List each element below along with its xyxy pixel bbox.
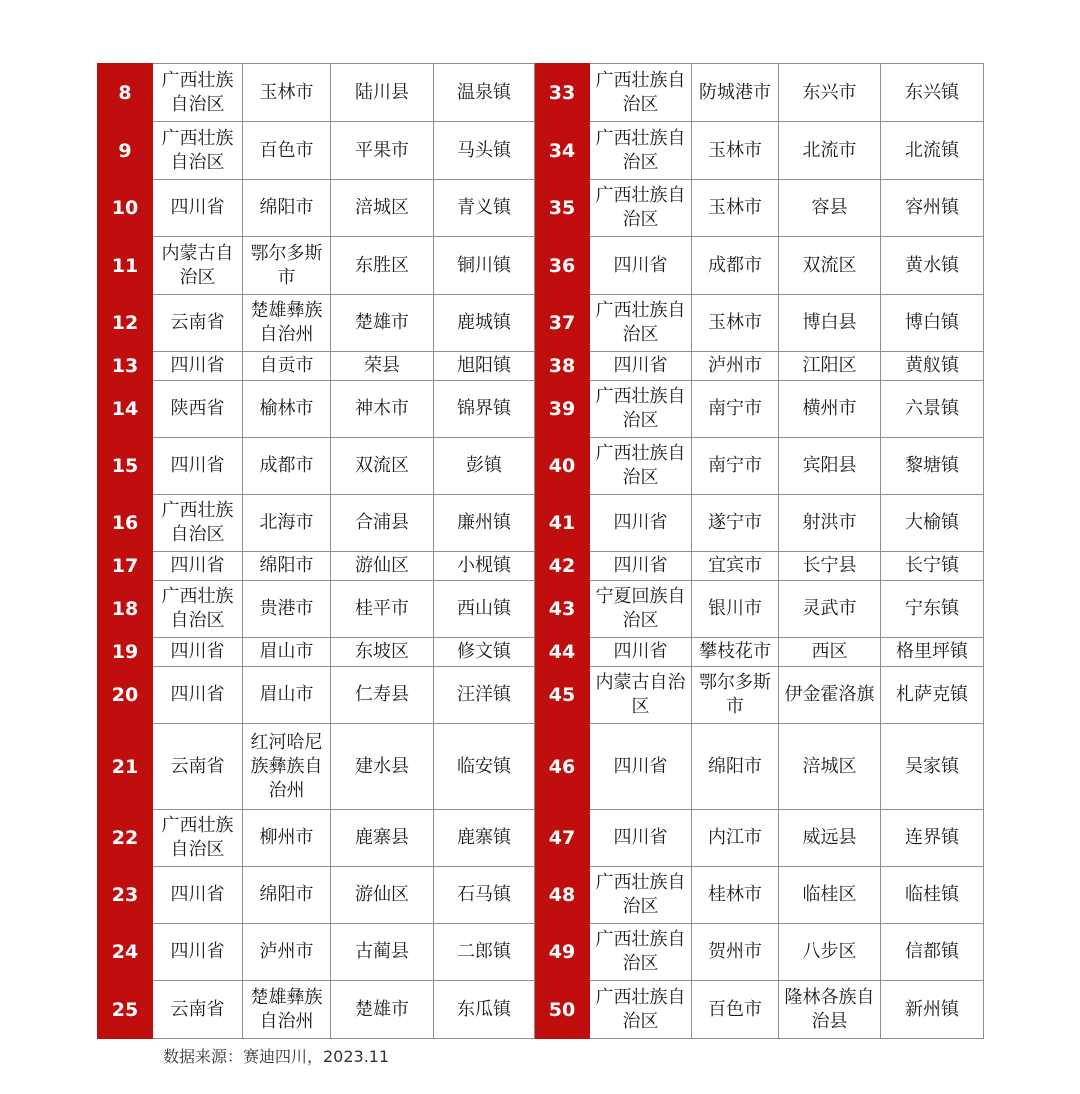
province-cell: 四川省 (590, 495, 692, 552)
town-cell: 吴家镇 (881, 724, 984, 810)
table-row (98, 924, 984, 981)
city-cell: 泸州市 (692, 352, 779, 381)
county-cell: 仁寿县 (331, 667, 434, 724)
rank-cell: 9 (98, 122, 153, 180)
town-cell: 临桂镇 (881, 867, 984, 924)
city-cell: 百色市 (243, 122, 331, 180)
table-row (98, 981, 984, 1039)
city-cell: 榆林市 (243, 381, 331, 438)
rank-cell: 44 (535, 638, 590, 667)
province-cell: 云南省 (153, 295, 243, 352)
province-cell: 陕西省 (153, 381, 243, 438)
table-row (98, 180, 984, 237)
county-cell: 长宁县 (779, 552, 881, 581)
province-cell: 内蒙古自治区 (153, 237, 243, 295)
county-cell: 双流区 (779, 237, 881, 295)
town-cell: 连界镇 (881, 810, 984, 867)
town-cell: 旭阳镇 (434, 352, 535, 381)
rank-cell: 21 (98, 724, 153, 810)
town-cell: 宁东镇 (881, 581, 984, 638)
town-cell: 鹿寨镇 (434, 810, 535, 867)
rank-cell: 47 (535, 810, 590, 867)
city-cell: 桂林市 (692, 867, 779, 924)
town-cell: 彭镇 (434, 438, 535, 495)
rank-cell: 10 (98, 180, 153, 237)
rank-cell: 15 (98, 438, 153, 495)
county-cell: 东胜区 (331, 237, 434, 295)
province-cell: 广西壮族自治区 (590, 295, 692, 352)
county-cell: 东兴市 (779, 64, 881, 122)
city-cell: 鄂尔多斯市 (692, 667, 779, 724)
city-cell: 楚雄彝族自治州 (243, 295, 331, 352)
county-cell: 双流区 (331, 438, 434, 495)
rank-cell: 11 (98, 237, 153, 295)
town-cell: 温泉镇 (434, 64, 535, 122)
city-cell: 眉山市 (243, 667, 331, 724)
town-cell: 二郎镇 (434, 924, 535, 981)
province-cell: 广西壮族自治区 (590, 867, 692, 924)
city-cell: 贺州市 (692, 924, 779, 981)
county-cell: 鹿寨县 (331, 810, 434, 867)
table-row (98, 724, 984, 810)
rank-cell: 13 (98, 352, 153, 381)
city-cell: 眉山市 (243, 638, 331, 667)
table-row (98, 495, 984, 552)
county-cell: 临桂区 (779, 867, 881, 924)
rank-cell: 12 (98, 295, 153, 352)
town-cell: 汪洋镇 (434, 667, 535, 724)
town-cell: 小枧镇 (434, 552, 535, 581)
county-cell: 桂平市 (331, 581, 434, 638)
table-row (98, 122, 984, 180)
province-cell: 四川省 (153, 352, 243, 381)
province-cell: 广西壮族自治区 (590, 381, 692, 438)
town-cell: 东兴镇 (881, 64, 984, 122)
town-cell: 铜川镇 (434, 237, 535, 295)
province-cell: 四川省 (590, 638, 692, 667)
province-cell: 广西壮族自治区 (590, 981, 692, 1039)
county-cell: 西区 (779, 638, 881, 667)
county-cell: 神木市 (331, 381, 434, 438)
rank-cell: 45 (535, 667, 590, 724)
county-cell: 隆林各族自治县 (779, 981, 881, 1039)
city-cell: 泸州市 (243, 924, 331, 981)
province-cell: 广西壮族自治区 (590, 438, 692, 495)
province-cell: 广西壮族自治区 (153, 581, 243, 638)
province-cell: 内蒙古自治区 (590, 667, 692, 724)
county-cell: 游仙区 (331, 552, 434, 581)
county-cell: 陆川县 (331, 64, 434, 122)
province-cell: 四川省 (590, 724, 692, 810)
province-cell: 四川省 (153, 667, 243, 724)
county-cell: 伊金霍洛旗 (779, 667, 881, 724)
rank-cell: 50 (535, 981, 590, 1039)
province-cell: 云南省 (153, 981, 243, 1039)
county-cell: 游仙区 (331, 867, 434, 924)
county-cell: 楚雄市 (331, 981, 434, 1039)
county-cell: 八步区 (779, 924, 881, 981)
city-cell: 柳州市 (243, 810, 331, 867)
province-cell: 广西壮族自治区 (590, 122, 692, 180)
city-cell: 红河哈尼族彝族自治州 (243, 724, 331, 810)
city-cell: 玉林市 (692, 180, 779, 237)
city-cell: 绵阳市 (243, 867, 331, 924)
city-cell: 绵阳市 (243, 552, 331, 581)
city-cell: 银川市 (692, 581, 779, 638)
rank-cell: 35 (535, 180, 590, 237)
province-cell: 四川省 (590, 352, 692, 381)
town-cell: 格里坪镇 (881, 638, 984, 667)
table-row (98, 552, 984, 581)
county-cell: 灵武市 (779, 581, 881, 638)
city-cell: 贵港市 (243, 581, 331, 638)
county-cell: 涪城区 (779, 724, 881, 810)
city-cell: 成都市 (243, 438, 331, 495)
town-ranking-table (97, 63, 984, 1039)
table-row (98, 352, 984, 381)
province-cell: 广西壮族自治区 (590, 180, 692, 237)
county-cell: 古蔺县 (331, 924, 434, 981)
rank-cell: 25 (98, 981, 153, 1039)
table-row (98, 581, 984, 638)
table-row (98, 381, 984, 438)
rank-cell: 46 (535, 724, 590, 810)
town-cell: 新州镇 (881, 981, 984, 1039)
town-cell: 北流镇 (881, 122, 984, 180)
city-cell: 自贡市 (243, 352, 331, 381)
city-cell: 百色市 (692, 981, 779, 1039)
city-cell: 南宁市 (692, 381, 779, 438)
county-cell: 楚雄市 (331, 295, 434, 352)
town-cell: 黎塘镇 (881, 438, 984, 495)
town-cell: 博白镇 (881, 295, 984, 352)
town-cell: 临安镇 (434, 724, 535, 810)
province-cell: 广西壮族自治区 (153, 495, 243, 552)
province-cell: 四川省 (153, 552, 243, 581)
province-cell: 四川省 (153, 867, 243, 924)
town-cell: 石马镇 (434, 867, 535, 924)
rank-cell: 23 (98, 867, 153, 924)
city-cell: 绵阳市 (692, 724, 779, 810)
rank-cell: 39 (535, 381, 590, 438)
county-cell: 涪城区 (331, 180, 434, 237)
rank-cell: 17 (98, 552, 153, 581)
rank-cell: 37 (535, 295, 590, 352)
city-cell: 攀枝花市 (692, 638, 779, 667)
county-cell: 射洪市 (779, 495, 881, 552)
rank-cell: 38 (535, 352, 590, 381)
province-cell: 宁夏回族自治区 (590, 581, 692, 638)
town-cell: 锦界镇 (434, 381, 535, 438)
town-cell: 黄水镇 (881, 237, 984, 295)
rank-cell: 22 (98, 810, 153, 867)
rank-cell: 20 (98, 667, 153, 724)
rank-cell: 49 (535, 924, 590, 981)
city-cell: 玉林市 (243, 64, 331, 122)
table-row (98, 237, 984, 295)
rank-cell: 16 (98, 495, 153, 552)
province-cell: 四川省 (590, 810, 692, 867)
province-cell: 四川省 (153, 924, 243, 981)
city-cell: 楚雄彝族自治州 (243, 981, 331, 1039)
rank-cell: 48 (535, 867, 590, 924)
town-cell: 修文镇 (434, 638, 535, 667)
province-cell: 四川省 (590, 552, 692, 581)
province-cell: 四川省 (153, 438, 243, 495)
rank-cell: 36 (535, 237, 590, 295)
county-cell: 容县 (779, 180, 881, 237)
province-cell: 广西壮族自治区 (153, 810, 243, 867)
town-cell: 廉州镇 (434, 495, 535, 552)
city-cell: 南宁市 (692, 438, 779, 495)
table-row (98, 438, 984, 495)
city-cell: 遂宁市 (692, 495, 779, 552)
rank-cell: 42 (535, 552, 590, 581)
rank-cell: 18 (98, 581, 153, 638)
table-row (98, 638, 984, 667)
province-cell: 云南省 (153, 724, 243, 810)
county-cell: 合浦县 (331, 495, 434, 552)
town-cell: 信都镇 (881, 924, 984, 981)
rank-cell: 14 (98, 381, 153, 438)
county-cell: 宾阳县 (779, 438, 881, 495)
county-cell: 北流市 (779, 122, 881, 180)
county-cell: 横州市 (779, 381, 881, 438)
town-cell: 马头镇 (434, 122, 535, 180)
rank-cell: 40 (535, 438, 590, 495)
county-cell: 江阳区 (779, 352, 881, 381)
city-cell: 防城港市 (692, 64, 779, 122)
rank-cell: 24 (98, 924, 153, 981)
rank-cell: 34 (535, 122, 590, 180)
city-cell: 北海市 (243, 495, 331, 552)
county-cell: 平果市 (331, 122, 434, 180)
county-cell: 荣县 (331, 352, 434, 381)
province-cell: 四川省 (153, 180, 243, 237)
rank-cell: 8 (98, 64, 153, 122)
table-row (98, 64, 984, 122)
city-cell: 内江市 (692, 810, 779, 867)
town-cell: 黄舣镇 (881, 352, 984, 381)
province-cell: 广西壮族自治区 (590, 924, 692, 981)
table-row (98, 667, 984, 724)
province-cell: 广西壮族自治区 (590, 64, 692, 122)
town-cell: 西山镇 (434, 581, 535, 638)
town-cell: 大榆镇 (881, 495, 984, 552)
province-cell: 四川省 (590, 237, 692, 295)
rank-cell: 41 (535, 495, 590, 552)
city-cell: 绵阳市 (243, 180, 331, 237)
rank-cell: 19 (98, 638, 153, 667)
town-cell: 容州镇 (881, 180, 984, 237)
town-cell: 青义镇 (434, 180, 535, 237)
table-row (98, 295, 984, 352)
town-cell: 札萨克镇 (881, 667, 984, 724)
city-cell: 玉林市 (692, 122, 779, 180)
town-cell: 长宁镇 (881, 552, 984, 581)
city-cell: 鄂尔多斯市 (243, 237, 331, 295)
table-row (98, 810, 984, 867)
province-cell: 四川省 (153, 638, 243, 667)
town-cell: 六景镇 (881, 381, 984, 438)
city-cell: 宜宾市 (692, 552, 779, 581)
county-cell: 建水县 (331, 724, 434, 810)
province-cell: 广西壮族自治区 (153, 64, 243, 122)
town-cell: 东瓜镇 (434, 981, 535, 1039)
rank-cell: 33 (535, 64, 590, 122)
county-cell: 东坡区 (331, 638, 434, 667)
county-cell: 博白县 (779, 295, 881, 352)
province-cell: 广西壮族自治区 (153, 122, 243, 180)
table-row (98, 867, 984, 924)
rank-cell: 43 (535, 581, 590, 638)
city-cell: 成都市 (692, 237, 779, 295)
county-cell: 威远县 (779, 810, 881, 867)
town-cell: 鹿城镇 (434, 295, 535, 352)
data-source-note: 数据来源：赛迪四川，2023.11 (163, 1047, 390, 1066)
city-cell: 玉林市 (692, 295, 779, 352)
